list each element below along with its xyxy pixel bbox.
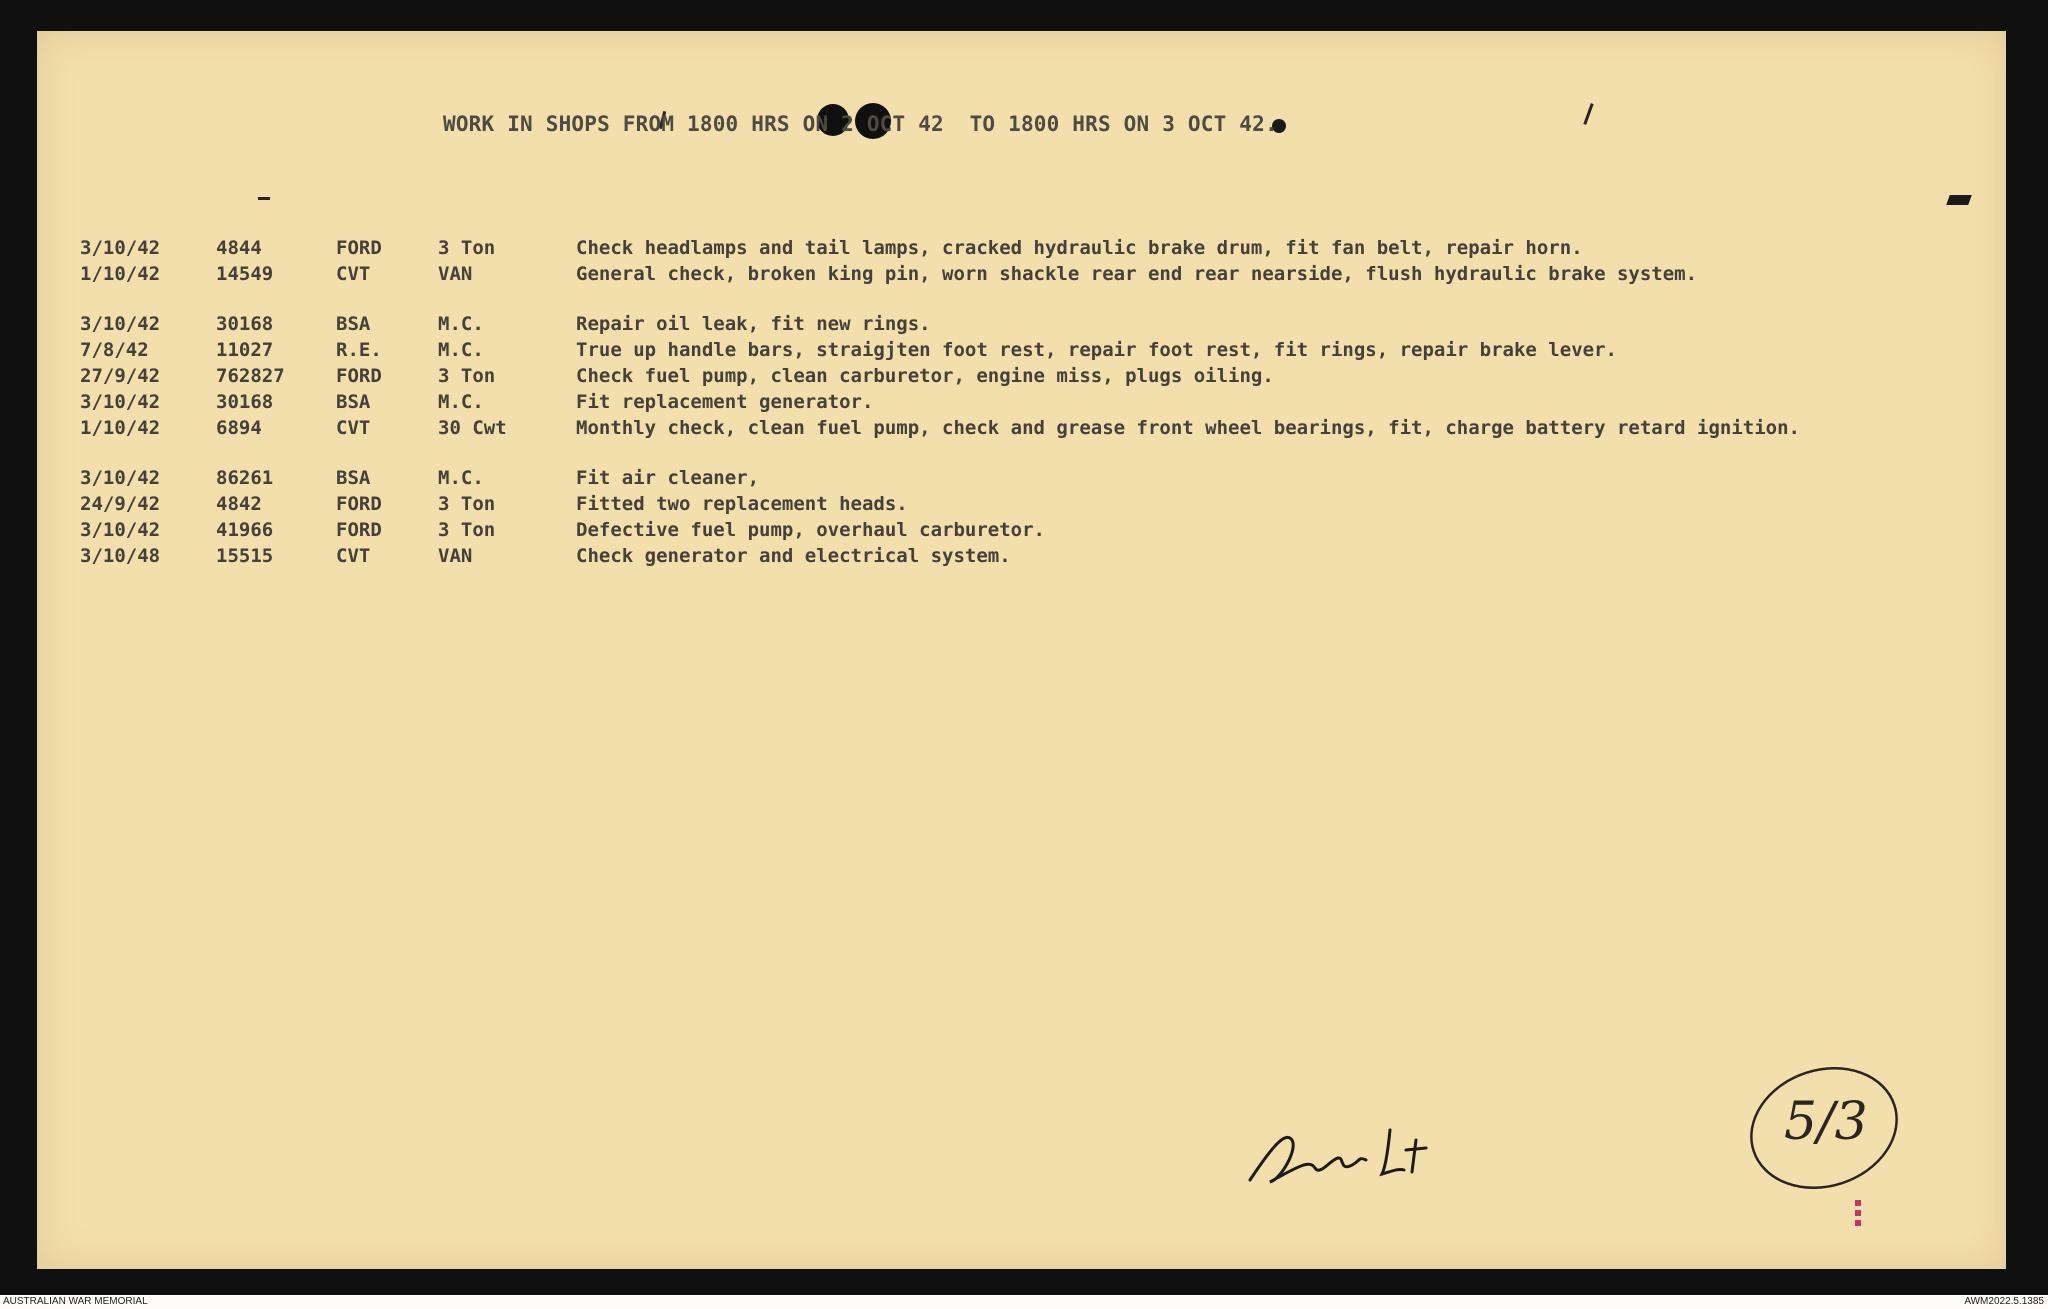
vehicle-make: BSA bbox=[336, 391, 371, 413]
work-description: General check, broken king pin, worn shackle rear end rear nearside, flush hydraulic brake system. bbox=[576, 263, 1698, 285]
entry-date: 3/10/42 bbox=[80, 467, 161, 489]
work-description: Repair oil leak, fit new rings. bbox=[576, 313, 931, 335]
entry-date: 3/10/42 bbox=[80, 519, 161, 541]
entry-date: 27/9/42 bbox=[80, 365, 161, 387]
document-page bbox=[37, 31, 2006, 1269]
paper-damage-mark bbox=[1946, 195, 1972, 205]
vehicle-type: M.C. bbox=[438, 467, 484, 489]
entry-date: 3/10/42 bbox=[80, 391, 161, 413]
work-description: Monthly check, clean fuel pump, check and grease front wheel bearings, fit, charge battery retard ignition. bbox=[576, 417, 1800, 439]
vehicle-type: VAN bbox=[438, 545, 473, 567]
document-title: WORK IN SHOPS FROM 1800 HRS ON 2 OCT 42 TO 1800 HRS ON 3 OCT 42. bbox=[443, 112, 1278, 136]
work-description: True up handle bars, straigjten foot rest, repair foot rest, fit rings, repair brake lever. bbox=[576, 339, 1617, 361]
vehicle-make: CVT bbox=[336, 545, 371, 567]
vehicle-make: FORD bbox=[336, 365, 382, 387]
work-description: Defective fuel pump, overhaul carburetor. bbox=[576, 519, 1045, 541]
vehicle-number: 4842 bbox=[216, 493, 262, 515]
entry-date: 3/10/42 bbox=[80, 237, 161, 259]
vehicle-number: 11027 bbox=[216, 339, 274, 361]
vehicle-type: 30 Cwt bbox=[438, 417, 507, 439]
vehicle-make: FORD bbox=[336, 493, 382, 515]
work-entry-list bbox=[80, 236, 1960, 570]
work-entry bbox=[80, 364, 1960, 390]
vehicle-number: 6894 bbox=[216, 417, 262, 439]
red-ink-mark bbox=[1855, 1200, 1861, 1228]
vehicle-number: 86261 bbox=[216, 467, 274, 489]
entry-date: 1/10/42 bbox=[80, 417, 161, 439]
vehicle-type: M.C. bbox=[438, 313, 484, 335]
entry-date: 1/10/42 bbox=[80, 263, 161, 285]
vehicle-type: VAN bbox=[438, 263, 473, 285]
work-description: Check generator and electrical system. bbox=[576, 545, 1011, 567]
vehicle-type: M.C. bbox=[438, 339, 484, 361]
vehicle-type: 3 Ton bbox=[438, 519, 496, 541]
vehicle-number: 14549 bbox=[216, 263, 274, 285]
vehicle-make: BSA bbox=[336, 467, 371, 489]
paper-damage-mark bbox=[1583, 103, 1593, 125]
entry-date: 3/10/42 bbox=[80, 313, 161, 335]
footer-accession-number: AWM2022.5.1385 bbox=[1964, 1296, 2044, 1307]
vehicle-make: FORD bbox=[336, 519, 382, 541]
vehicle-number: 30168 bbox=[216, 313, 274, 335]
vehicle-make: CVT bbox=[336, 417, 371, 439]
footer-institution: AUSTRALIAN WAR MEMORIAL bbox=[3, 1296, 148, 1307]
vehicle-type: 3 Ton bbox=[438, 365, 496, 387]
vehicle-number: 15515 bbox=[216, 545, 274, 567]
signature bbox=[1240, 1110, 1460, 1200]
work-entry bbox=[80, 236, 1960, 262]
vehicle-number: 4844 bbox=[216, 237, 262, 259]
entry-date: 24/9/42 bbox=[80, 493, 161, 515]
work-entry bbox=[80, 390, 1960, 416]
work-entry bbox=[80, 262, 1960, 312]
work-entry bbox=[80, 466, 1960, 492]
entry-date: 7/8/42 bbox=[80, 339, 149, 361]
work-entry bbox=[80, 338, 1960, 364]
work-entry bbox=[80, 518, 1960, 544]
work-description: Check fuel pump, clean carburetor, engine miss, plugs oiling. bbox=[576, 365, 1274, 387]
folio-number: 5/3 bbox=[1784, 1092, 1868, 1152]
work-description: Fitted two replacement heads. bbox=[576, 493, 908, 515]
entry-date: 3/10/48 bbox=[80, 545, 161, 567]
vehicle-number: 41966 bbox=[216, 519, 274, 541]
vehicle-type: 3 Ton bbox=[438, 237, 496, 259]
paper-damage-mark bbox=[258, 197, 270, 200]
work-description: Check headlamps and tail lamps, cracked hydraulic brake drum, fit fan belt, repair horn. bbox=[576, 237, 1583, 259]
work-description: Fit air cleaner, bbox=[576, 467, 760, 489]
vehicle-number: 30168 bbox=[216, 391, 274, 413]
vehicle-make: R.E. bbox=[336, 339, 382, 361]
vehicle-number: 762827 bbox=[216, 365, 285, 387]
work-entry bbox=[80, 492, 1960, 518]
vehicle-make: FORD bbox=[336, 237, 382, 259]
vehicle-type: M.C. bbox=[438, 391, 484, 413]
work-entry bbox=[80, 312, 1960, 338]
work-description: Fit replacement generator. bbox=[576, 391, 874, 413]
work-entry bbox=[80, 544, 1960, 570]
work-entry bbox=[80, 416, 1960, 466]
vehicle-type: 3 Ton bbox=[438, 493, 496, 515]
vehicle-make: CVT bbox=[336, 263, 371, 285]
vehicle-make: BSA bbox=[336, 313, 371, 335]
